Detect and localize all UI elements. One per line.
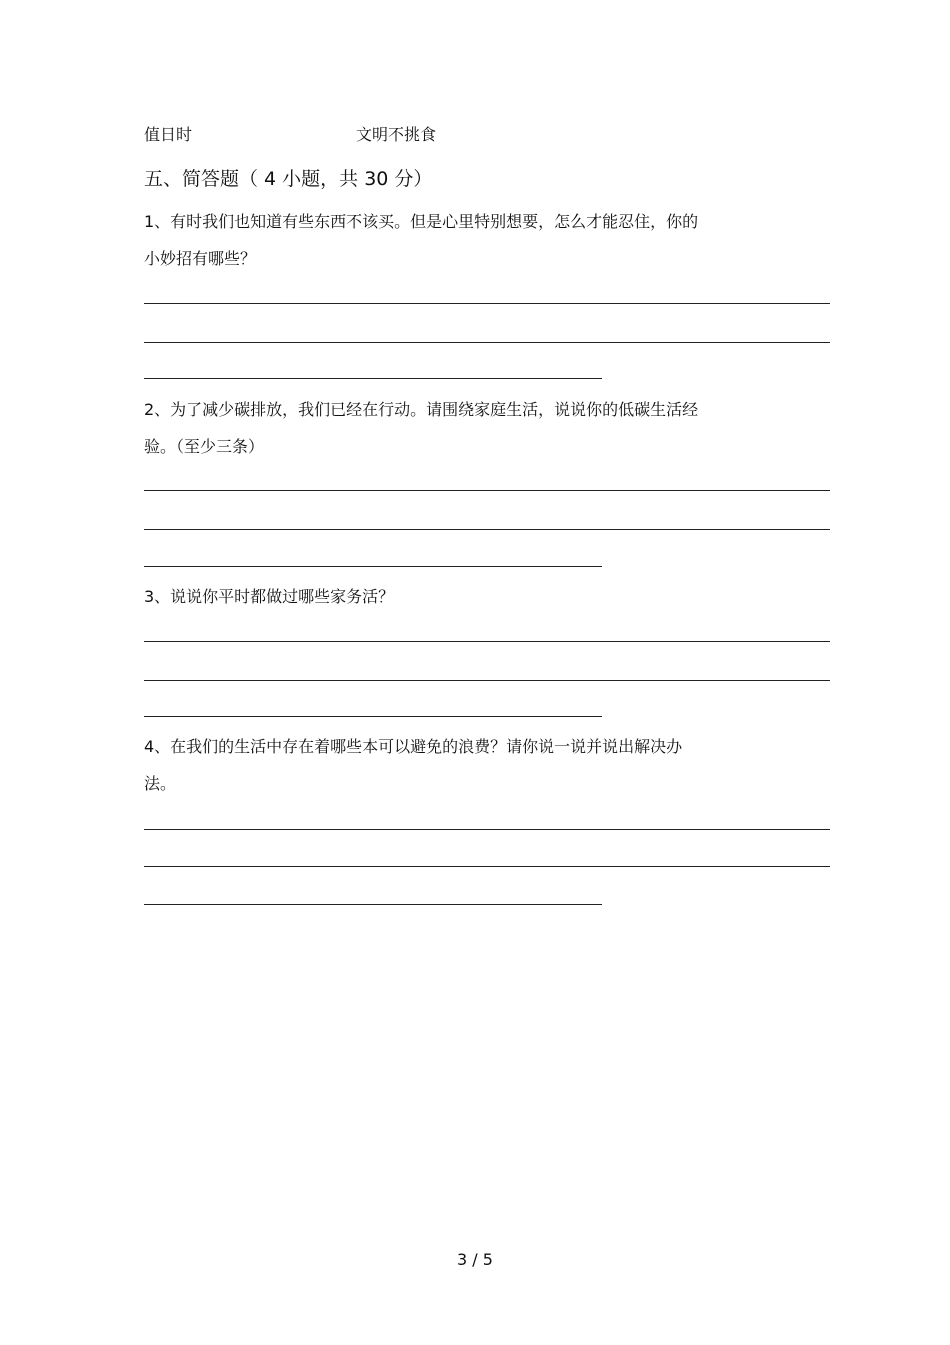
question-3-line-1: 3、说说你平时都做过哪些家务活？ (144, 587, 395, 606)
page-number: 3 / 5 (457, 1250, 493, 1269)
answer-line[interactable] (144, 680, 830, 681)
answer-line[interactable] (144, 641, 830, 642)
question-4-line-2: 法。 (144, 774, 177, 793)
question-1-line-1: 1、有时我们也知道有些东西不该买。但是心里特别想要，怎么才能忍住，你的 (144, 212, 699, 231)
answer-line[interactable] (144, 529, 830, 530)
question-1-line-2: 小妙招有哪些？ (144, 249, 257, 268)
top-row-right: 文明不挑食 (356, 125, 437, 144)
question-2-line-1: 2、为了减少碳排放，我们已经在行动。请围绕家庭生活，说说你的低碳生活经 (144, 400, 699, 419)
answer-line[interactable] (144, 342, 830, 343)
answer-line[interactable] (144, 904, 602, 905)
answer-line[interactable] (144, 716, 602, 717)
top-row-left: 值日时 (144, 125, 193, 144)
question-4-line-1: 4、在我们的生活中存在着哪些本可以避免的浪费？请你说一说并说出解决办 (144, 737, 683, 756)
answer-line[interactable] (144, 378, 602, 379)
answer-line[interactable] (144, 566, 602, 567)
answer-line[interactable] (144, 866, 830, 867)
answer-line[interactable] (144, 303, 830, 304)
question-2-line-2: 验。（至少三条） (144, 437, 265, 456)
section-title: 五、简答题（ 4 小题，共 30 分） (144, 168, 433, 190)
answer-line[interactable] (144, 490, 830, 491)
answer-line[interactable] (144, 829, 830, 830)
